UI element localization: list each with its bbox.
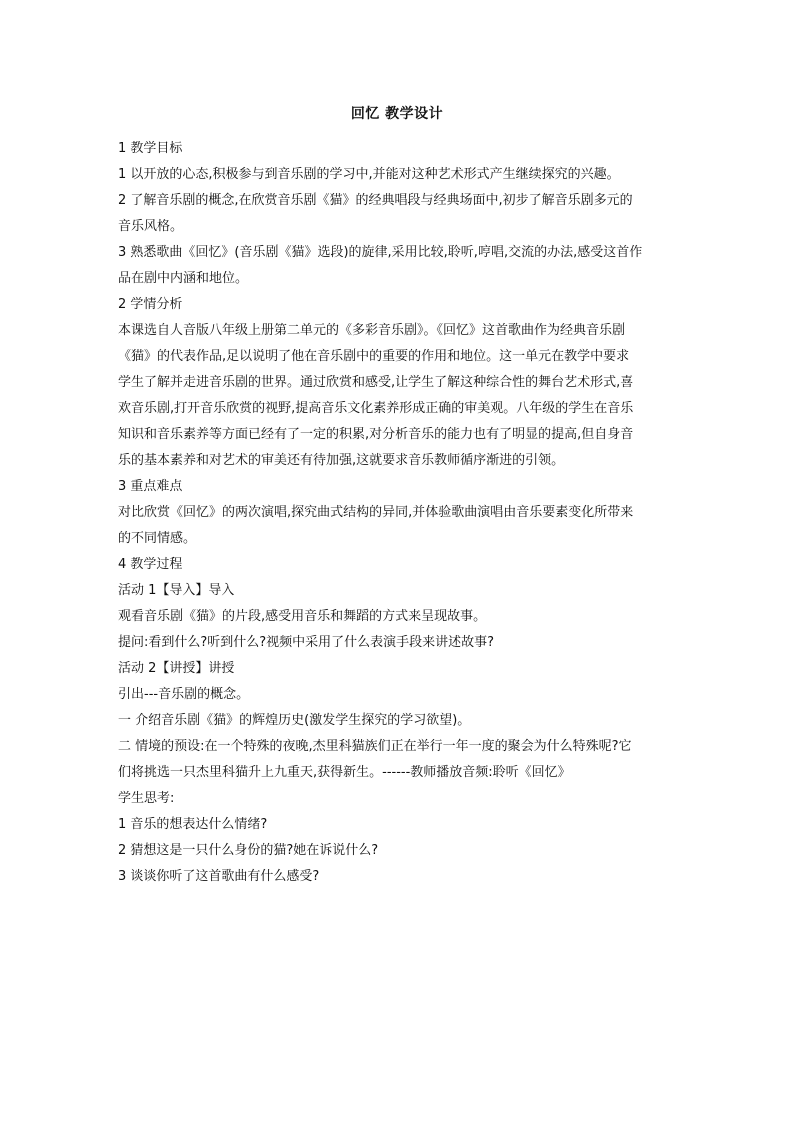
list-item: 3 谈谈你听了这首歌曲有什么感受? bbox=[118, 869, 320, 884]
paragraph-line: 引出---音乐剧的概念。 bbox=[118, 687, 250, 702]
paragraph-line: 品在剧中内涵和地位。 bbox=[118, 271, 249, 286]
paragraph-line: 对比欣赏《回忆》的两次演唱,探究曲式结构的异同,并体验歌曲演唱由音乐要素变化所带来 bbox=[118, 505, 634, 520]
paragraph-line: 知识和音乐素养等方面已经有了一定的积累,对分析音乐的能力也有了明显的提高,但自身音 bbox=[118, 427, 634, 442]
list-item: 1 音乐的想表达什么情绪? bbox=[118, 817, 268, 832]
activity-heading: 活动 1【导入】导入 bbox=[118, 583, 235, 598]
paragraph-line: 们将挑选一只杰里科猫升上九重天,获得新生。------教师播放音频:聆听《回忆》 bbox=[118, 765, 571, 780]
paragraph-line: 1 以开放的心态,积极参与到音乐剧的学习中,并能对这种艺术形式产生继续探究的兴趣。 bbox=[118, 167, 620, 182]
paragraph-line: 提问:看到什么?听到什么?视频中采用了什么表演手段来讲述故事? bbox=[118, 635, 495, 650]
list-item: 2 猜想这是一只什么身份的猫?她在诉说什么? bbox=[118, 843, 379, 858]
paragraph-line: 观看音乐剧《猫》的片段,感受用音乐和舞蹈的方式来呈现故事。 bbox=[118, 609, 487, 624]
document-body bbox=[118, 136, 678, 890]
paragraph-line: 3 熟悉歌曲《回忆》(音乐剧《猫》选段)的旋律,采用比较,聆听,哼唱,交流的办法,感受这首作 bbox=[118, 245, 643, 260]
paragraph-line: 学生了解并走进音乐剧的世界。通过欣赏和感受,让学生了解这种综合性的舞台艺术形式,喜 bbox=[118, 375, 634, 390]
paragraph-line: 音乐风格。 bbox=[118, 219, 184, 234]
paragraph-line: 2 了解音乐剧的概念,在欣赏音乐剧《猫》的经典唱段与经典场面中,初步了解音乐剧多元的 bbox=[118, 193, 633, 208]
paragraph-line: 学生思考: bbox=[118, 791, 175, 806]
activity-heading: 活动 2【讲授】讲授 bbox=[118, 661, 235, 676]
heading-teaching-goals: 1 教学目标 bbox=[118, 141, 183, 156]
paragraph-line: 二 情境的预设:在一个特殊的夜晚,杰里科猫族们正在举行一年一度的聚会为什么特殊呢?它 bbox=[118, 739, 632, 754]
heading-teaching-process: 4 教学过程 bbox=[118, 557, 183, 572]
heading-student-analysis: 2 学情分析 bbox=[118, 297, 183, 312]
paragraph-line: 乐的基本素养和对艺术的审美还有待加强,这就要求音乐教师循序渐进的引领。 bbox=[118, 453, 565, 468]
document-title: 回忆 教学设计 bbox=[350, 106, 444, 122]
paragraph-line: 的不同情感。 bbox=[118, 531, 197, 546]
paragraph-line: 本课选自人音版八年级上册第二单元的《多彩音乐剧》。《回忆》这首歌曲作为经典音乐剧 bbox=[118, 323, 626, 338]
paragraph-line: 一 介绍音乐剧《猫》的辉煌历史(激发学生探究的学习欲望)。 bbox=[118, 713, 471, 728]
heading-key-difficulties: 3 重点难点 bbox=[118, 479, 183, 494]
paragraph-line: 欢音乐剧,打开音乐欣赏的视野,提高音乐文化素养形成正确的审美观。八年级的学生在音乐 bbox=[118, 401, 634, 416]
paragraph-line: 《猫》的代表作品,足以说明了他在音乐剧中的重要的作用和地位。这一单元在教学中要求 bbox=[118, 349, 630, 364]
